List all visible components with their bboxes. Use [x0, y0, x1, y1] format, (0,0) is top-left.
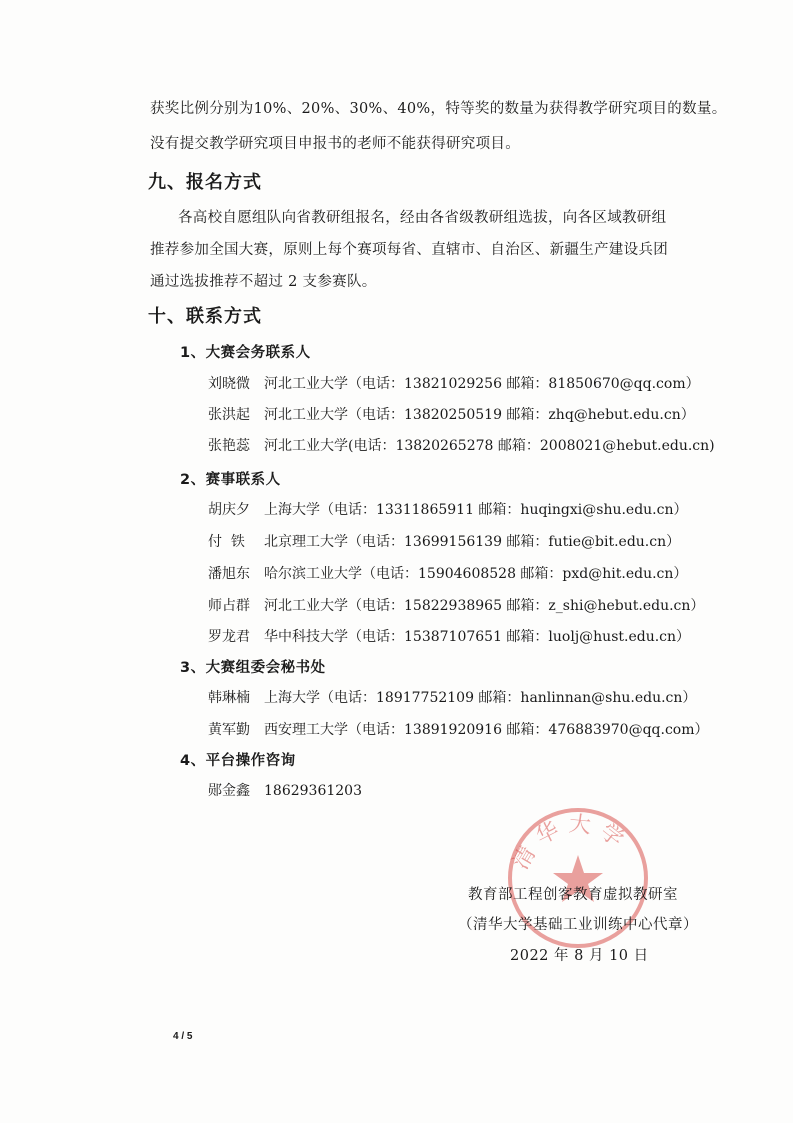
contact-info: 18629361203	[264, 783, 362, 799]
contact-row	[208, 499, 688, 519]
signature-organization: 教育部工程创客教育虚拟教研室	[468, 887, 678, 903]
contact-name: 张艳蕊	[208, 438, 250, 454]
contact-group-1-title: 1、大赛会务联系人	[180, 345, 311, 361]
contact-group-2-title: 2、赛事联系人	[180, 472, 281, 488]
contact-row	[208, 595, 704, 615]
section-9-heading: 九、报名方式	[148, 172, 262, 193]
signature-date: 2022 年 8 月 10 日	[510, 948, 649, 964]
contact-name: 付 铁	[208, 534, 245, 550]
section-9-para-line-3: 通过选拔推荐不超过 2 支参赛队。	[150, 274, 377, 290]
contact-name: 师占群	[208, 598, 250, 614]
contact-row	[208, 687, 696, 707]
contact-info: 上海大学（电话：18917752109 邮箱：hanlinnan@shu.edu.cn）	[264, 690, 697, 706]
contact-info: 河北工业大学(电话：13820265278 邮箱：2008021@hebut.edu.cn)	[264, 438, 715, 454]
contact-name: 郧金鑫	[208, 783, 250, 799]
contact-row	[208, 435, 715, 455]
intro-line-1: 获奖比例分别为10%、20%、30%、40%，特等奖的数量为获得教学研究项目的数量。	[150, 101, 727, 117]
page-number: 4 / 5	[173, 1031, 193, 1042]
contact-name: 胡庆夕	[208, 502, 250, 518]
contact-row	[208, 404, 695, 424]
contact-info: 上海大学（电话：13311865911 邮箱：huqingxi@shu.edu.cn）	[264, 502, 688, 518]
contact-name: 刘晓微	[208, 376, 250, 392]
signature-seal-note: （清华大学基础工业训练中心代章）	[458, 917, 698, 933]
contact-group-3-title: 3、大赛组委会秘书处	[180, 660, 326, 676]
contact-name: 罗龙君	[208, 629, 250, 645]
contact-info: 北京理工大学（电话：13699156139 邮箱：futie@bit.edu.cn）	[264, 534, 681, 550]
contact-row	[208, 719, 709, 739]
contact-row	[208, 780, 362, 800]
contact-name: 黄军勤	[208, 722, 250, 738]
intro-line-2: 没有提交教学研究项目申报书的老师不能获得研究项目。	[150, 136, 520, 152]
contact-row	[208, 531, 680, 551]
section-9-para-line-2: 推荐参加全国大赛，原则上每个赛项每省、直辖市、自治区、新疆生产建设兵团	[150, 242, 668, 258]
contact-row	[208, 373, 700, 393]
contact-info: 河北工业大学（电话：15822938965 邮箱：z_shi@hebut.edu.cn）	[264, 598, 705, 614]
contact-row	[208, 563, 687, 583]
contact-name: 张洪起	[208, 407, 250, 423]
contact-group-4-title: 4、平台操作咨询	[180, 753, 296, 769]
contact-name: 潘旭东	[208, 566, 250, 582]
section-9-para-line-1: 各高校自愿组队向省教研组报名，经由各省级教研组选拔，向各区域教研组	[178, 210, 667, 226]
contact-info: 河北工业大学（电话：13820250519 邮箱：zhq@hebut.edu.cn）	[264, 407, 695, 423]
seal-text: 清华大学	[508, 811, 635, 874]
contact-row	[208, 626, 690, 646]
section-10-heading: 十、联系方式	[148, 306, 262, 327]
contact-name: 韩琳楠	[208, 690, 250, 706]
contact-info: 河北工业大学（电话：13821029256 邮箱：81850670@qq.com）	[264, 376, 700, 392]
contact-info: 哈尔滨工业大学（电话：15904608528 邮箱：pxd@hit.edu.cn）	[264, 566, 688, 582]
contact-info: 西安理工大学（电话：13891920916 邮箱：476883970@qq.com）	[264, 722, 709, 738]
contact-info: 华中科技大学（电话：15387107651 邮箱：luolj@hust.edu.cn）	[264, 629, 691, 645]
